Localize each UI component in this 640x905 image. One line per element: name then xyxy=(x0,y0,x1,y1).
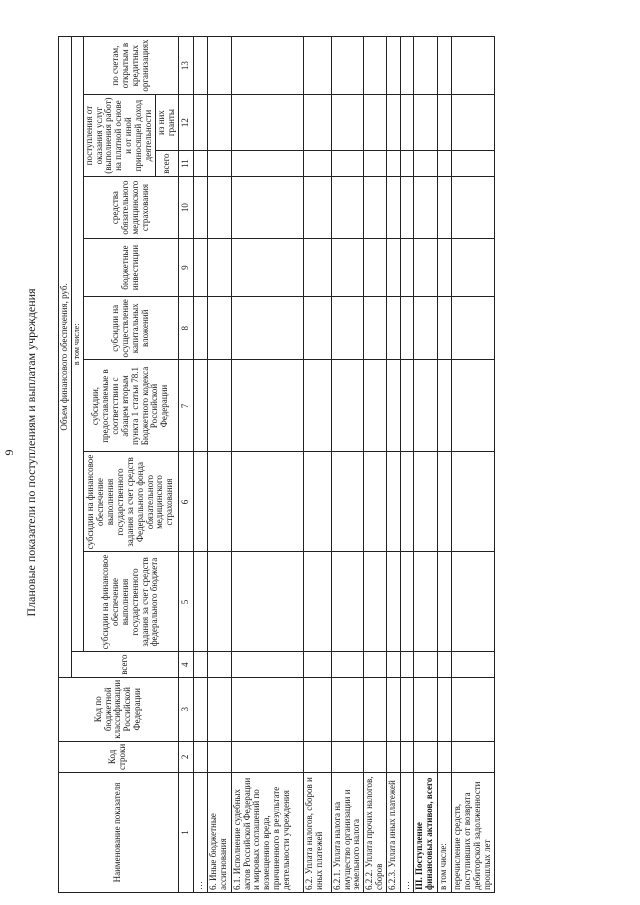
row-cell xyxy=(303,452,331,552)
row-cell xyxy=(401,452,414,552)
row-cell xyxy=(207,37,231,95)
row-label: 6.2.2. Уплата прочих налогов, сборов xyxy=(364,773,387,893)
row-cell xyxy=(231,652,303,677)
row-cell xyxy=(364,95,387,151)
row-cell xyxy=(331,677,364,741)
header-budget-code: Код по бюджетной классификации Российской Федерации xyxy=(59,677,179,741)
row-cell xyxy=(401,360,414,452)
row-cell xyxy=(401,239,414,297)
row-cell xyxy=(331,151,364,177)
col-number: 10 xyxy=(178,177,193,239)
row-cell xyxy=(452,652,495,677)
row-cell xyxy=(207,297,231,360)
table-row xyxy=(364,37,387,893)
row-cell xyxy=(452,297,495,360)
row-cell xyxy=(401,552,414,652)
row-cell xyxy=(231,37,303,95)
row-cell xyxy=(231,177,303,239)
row-cell xyxy=(438,297,452,360)
col-number: 4 xyxy=(178,652,193,677)
col-number: 9 xyxy=(178,239,193,297)
row-cell xyxy=(414,177,438,239)
row-cell xyxy=(401,677,414,741)
row-cell xyxy=(387,552,401,652)
col-number: 13 xyxy=(178,37,193,95)
row-cell xyxy=(387,741,401,772)
row-cell xyxy=(231,552,303,652)
row-cell xyxy=(438,239,452,297)
row-cell xyxy=(207,741,231,772)
row-cell xyxy=(401,37,414,95)
row-cell xyxy=(303,37,331,95)
row-cell xyxy=(331,360,364,452)
header-volume-group: Объем финансового обеспечения, руб. xyxy=(59,37,72,678)
row-cell xyxy=(331,452,364,552)
row-cell xyxy=(364,151,387,177)
row-cell xyxy=(364,652,387,677)
row-cell xyxy=(193,37,207,95)
row-cell xyxy=(303,177,331,239)
row-cell xyxy=(193,297,207,360)
table-row xyxy=(193,37,207,893)
row-cell xyxy=(207,552,231,652)
row-cell xyxy=(207,239,231,297)
table-row xyxy=(438,37,452,893)
row-cell xyxy=(193,652,207,677)
row-cell xyxy=(401,741,414,772)
header-c10: средства обязательного медицинского страхования xyxy=(83,177,178,239)
row-cell xyxy=(438,360,452,452)
row-cell xyxy=(414,297,438,360)
row-cell xyxy=(303,360,331,452)
row-cell xyxy=(231,452,303,552)
table-row xyxy=(387,37,401,893)
row-cell xyxy=(231,677,303,741)
row-label: 6.2.3. Уплата иных платежей xyxy=(387,773,401,893)
row-cell xyxy=(387,37,401,95)
row-cell xyxy=(414,151,438,177)
page-number: 9 xyxy=(2,449,16,456)
header-indicator: Наименование показателя xyxy=(59,773,179,893)
row-label: III. Поступление финансовых активов, всего xyxy=(414,773,438,893)
row-cell xyxy=(414,360,438,452)
row-cell xyxy=(207,452,231,552)
row-cell xyxy=(193,360,207,452)
row-cell xyxy=(387,239,401,297)
row-cell xyxy=(414,95,438,151)
row-cell xyxy=(387,677,401,741)
row-cell xyxy=(438,552,452,652)
row-cell xyxy=(387,177,401,239)
row-cell xyxy=(452,741,495,772)
row-cell xyxy=(207,151,231,177)
row-label: 6.2. Уплата налогов, сборов и иных платежей xyxy=(303,773,331,893)
row-cell xyxy=(331,95,364,151)
header-line-code: Код строки xyxy=(59,741,179,772)
row-cell xyxy=(414,677,438,741)
row-cell xyxy=(364,297,387,360)
row-cell xyxy=(414,239,438,297)
row-cell xyxy=(364,360,387,452)
row-cell xyxy=(207,177,231,239)
row-cell xyxy=(452,177,495,239)
row-cell xyxy=(401,151,414,177)
header-c5: субсидии на финансовое обеспечение выполнения государственного задания за счет средств федерального бюджета xyxy=(83,552,178,652)
row-cell xyxy=(193,177,207,239)
header-c7: субсидии, предоставляемые в соответствии с абзацем вторым пункта 1 статьи 78.1 Бюджетного кодекса Российской Федерации xyxy=(83,360,178,452)
row-label: в том числе: xyxy=(438,773,452,893)
row-cell xyxy=(414,652,438,677)
row-cell xyxy=(193,151,207,177)
row-cell xyxy=(364,452,387,552)
table-row xyxy=(303,37,331,893)
row-cell xyxy=(207,652,231,677)
row-cell xyxy=(303,95,331,151)
row-cell xyxy=(364,177,387,239)
row-cell xyxy=(231,151,303,177)
row-cell xyxy=(207,677,231,741)
row-label: 6.2.1. Уплата налога на имущество организации и земельного налога xyxy=(331,773,364,893)
row-cell xyxy=(331,652,364,677)
row-cell xyxy=(452,677,495,741)
row-cell xyxy=(414,37,438,95)
row-cell xyxy=(231,95,303,151)
row-cell xyxy=(452,151,495,177)
row-cell xyxy=(452,95,495,151)
col-number: 6 xyxy=(178,452,193,552)
row-cell xyxy=(303,741,331,772)
row-cell xyxy=(303,239,331,297)
row-cell xyxy=(331,37,364,95)
header-total: всего xyxy=(71,652,178,677)
row-cell xyxy=(364,37,387,95)
row-cell xyxy=(303,677,331,741)
table-row xyxy=(414,37,438,893)
row-cell xyxy=(452,360,495,452)
row-cell xyxy=(387,452,401,552)
row-cell xyxy=(231,741,303,772)
col-number: 2 xyxy=(178,741,193,772)
plan-table xyxy=(58,36,495,893)
row-cell xyxy=(414,741,438,772)
row-cell xyxy=(193,95,207,151)
row-cell xyxy=(331,552,364,652)
row-cell xyxy=(331,297,364,360)
row-cell xyxy=(452,552,495,652)
header-c9: бюджетные инвестиции xyxy=(83,239,178,297)
row-cell xyxy=(401,177,414,239)
row-cell xyxy=(193,677,207,741)
row-cell xyxy=(387,297,401,360)
row-cell xyxy=(303,652,331,677)
header-c6: субсидии на финансовое обеспечение выполнения государственного задания за счет средств Федерального фонда обязательного медицинского страхования xyxy=(83,452,178,552)
row-cell xyxy=(414,452,438,552)
header-incl: в том числе: xyxy=(71,37,83,652)
table-body xyxy=(193,37,494,893)
row-cell xyxy=(303,297,331,360)
row-cell xyxy=(364,677,387,741)
row-cell xyxy=(387,95,401,151)
row-cell xyxy=(387,652,401,677)
row-cell xyxy=(452,37,495,95)
document-title: Плановые показатели по поступлениям и выплатам учреждения xyxy=(24,288,38,617)
row-cell xyxy=(387,151,401,177)
row-cell xyxy=(193,552,207,652)
table-row xyxy=(207,37,231,893)
row-label: 6. Иные бюджетные ассигнования xyxy=(207,773,231,893)
row-cell xyxy=(303,151,331,177)
row-cell xyxy=(331,741,364,772)
row-cell xyxy=(207,95,231,151)
table-row xyxy=(331,37,364,893)
col-number: 5 xyxy=(178,552,193,652)
row-cell xyxy=(438,677,452,741)
row-cell xyxy=(331,177,364,239)
row-cell xyxy=(401,95,414,151)
row-label: перечисление средств, поступивших от возврата дебиторской задолженности прошлых лет xyxy=(452,773,495,893)
header-c13: по счетам, открытым в кредитных организациях xyxy=(83,37,178,95)
col-number: 3 xyxy=(178,677,193,741)
row-cell xyxy=(231,239,303,297)
col-number: 11 xyxy=(178,151,193,177)
row-cell xyxy=(387,360,401,452)
row-label: … xyxy=(401,773,414,893)
col-number: 7 xyxy=(178,360,193,452)
col-number: 12 xyxy=(178,95,193,151)
row-cell xyxy=(231,360,303,452)
row-cell xyxy=(414,552,438,652)
table-row xyxy=(452,37,495,893)
row-cell xyxy=(401,652,414,677)
row-cell xyxy=(438,95,452,151)
row-cell xyxy=(438,741,452,772)
row-cell xyxy=(303,552,331,652)
row-cell xyxy=(331,239,364,297)
table-row xyxy=(231,37,303,893)
row-cell xyxy=(207,360,231,452)
row-cell xyxy=(231,297,303,360)
row-cell xyxy=(438,177,452,239)
col-number: 8 xyxy=(178,297,193,360)
row-cell xyxy=(438,652,452,677)
row-cell xyxy=(193,452,207,552)
row-cell xyxy=(193,741,207,772)
table-row xyxy=(401,37,414,893)
row-cell xyxy=(193,239,207,297)
row-label: 6.1. Исполнение судебных актов Российской Федерации и мировых соглашений по возмещению вреда, причиненного в результате деятельности учреждения xyxy=(231,773,303,893)
row-cell xyxy=(438,37,452,95)
row-cell xyxy=(364,552,387,652)
header-c12: из них гранты xyxy=(155,95,178,151)
row-cell xyxy=(438,452,452,552)
header-c8: субсидии на осуществление капитальных вложений xyxy=(83,297,178,360)
col-number: 1 xyxy=(178,773,193,893)
header-c11-group: поступления от оказания услуг (выполнения работ) на платной основе и от иной приносящей доход деятельности xyxy=(83,95,155,177)
row-cell xyxy=(438,151,452,177)
row-cell xyxy=(401,297,414,360)
row-cell xyxy=(452,239,495,297)
row-cell xyxy=(452,452,495,552)
row-cell xyxy=(364,239,387,297)
row-cell xyxy=(364,741,387,772)
header-c11: всего xyxy=(155,151,178,177)
row-label: … xyxy=(193,773,207,893)
